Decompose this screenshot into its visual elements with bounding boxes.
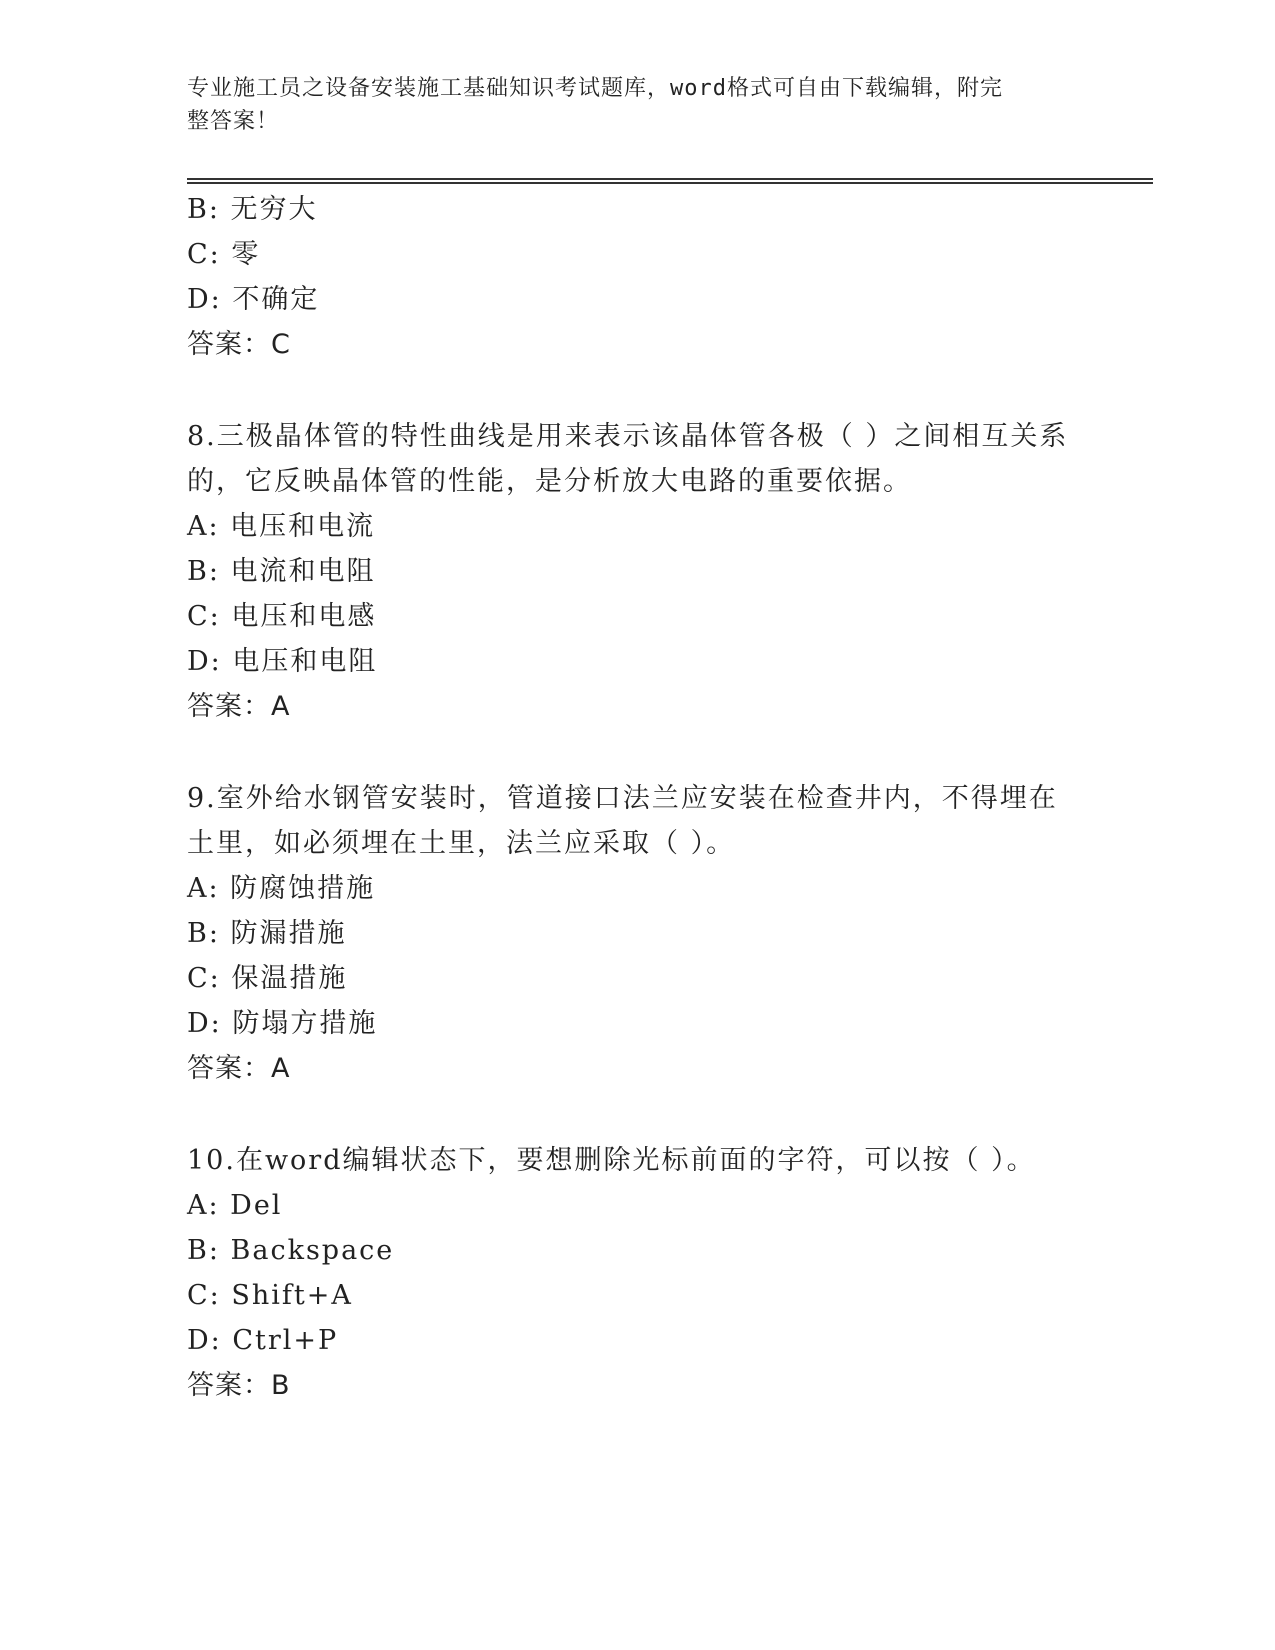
- document-body: [187, 187, 1087, 1408]
- answer: 答案：A: [187, 1053, 291, 1084]
- question-10: [187, 1138, 1087, 1408]
- spacer: [187, 1091, 1087, 1138]
- option-a: A: Del: [187, 1190, 283, 1221]
- answer: 答案：C: [187, 329, 291, 360]
- question-stem-line-2: 土里，如必须埋在土里，法兰应采取（ ）。: [187, 828, 736, 859]
- answer: 答案：B: [187, 1370, 291, 1401]
- option-d: D: 防塌方措施: [187, 1008, 378, 1039]
- question-7-tail: [187, 187, 1087, 367]
- option-b: B: 电流和电阻: [187, 556, 376, 587]
- option-d: D: Ctrl+P: [187, 1325, 339, 1356]
- option-c: C: 保温措施: [187, 963, 348, 994]
- header-line-2: 整答案！: [187, 109, 280, 134]
- header-divider-bottom: [187, 182, 1153, 184]
- spacer: [187, 729, 1087, 776]
- option-c: C: Shift+A: [187, 1280, 353, 1311]
- option-b: B: 无穷大: [187, 194, 318, 225]
- option-c: C: 零: [187, 239, 261, 270]
- option-d: D: 不确定: [187, 284, 320, 315]
- question-stem-line-2: 的，它反映晶体管的性能，是分析放大电路的重要依据。: [187, 466, 912, 497]
- option-a: A: 防腐蚀措施: [187, 873, 376, 904]
- header-line-1: 专业施工员之设备安装施工基础知识考试题库，word格式可自由下载编辑，附完: [187, 76, 1003, 101]
- header-divider-top: [187, 178, 1153, 180]
- question-stem-line-1: 10.在word编辑状态下，要想删除光标前面的字符，可以按（ ）。: [187, 1145, 1036, 1176]
- answer: 答案：A: [187, 691, 291, 722]
- question-stem-line-1: 8.三极晶体管的特性曲线是用来表示该晶体管各极（ ）之间相互关系: [187, 421, 1069, 452]
- option-d: D: 电压和电阻: [187, 646, 378, 677]
- question-stem-line-1: 9.室外给水钢管安装时，管道接口法兰应安装在检查井内，不得埋在: [187, 783, 1058, 814]
- document-header: [187, 72, 1087, 138]
- question-8: [187, 414, 1087, 729]
- option-b: B: Backspace: [187, 1235, 395, 1266]
- spacer: [187, 367, 1087, 414]
- question-9: [187, 776, 1087, 1091]
- option-b: B: 防漏措施: [187, 918, 347, 949]
- option-a: A: 电压和电流: [187, 511, 376, 542]
- option-c: C: 电压和电感: [187, 601, 377, 632]
